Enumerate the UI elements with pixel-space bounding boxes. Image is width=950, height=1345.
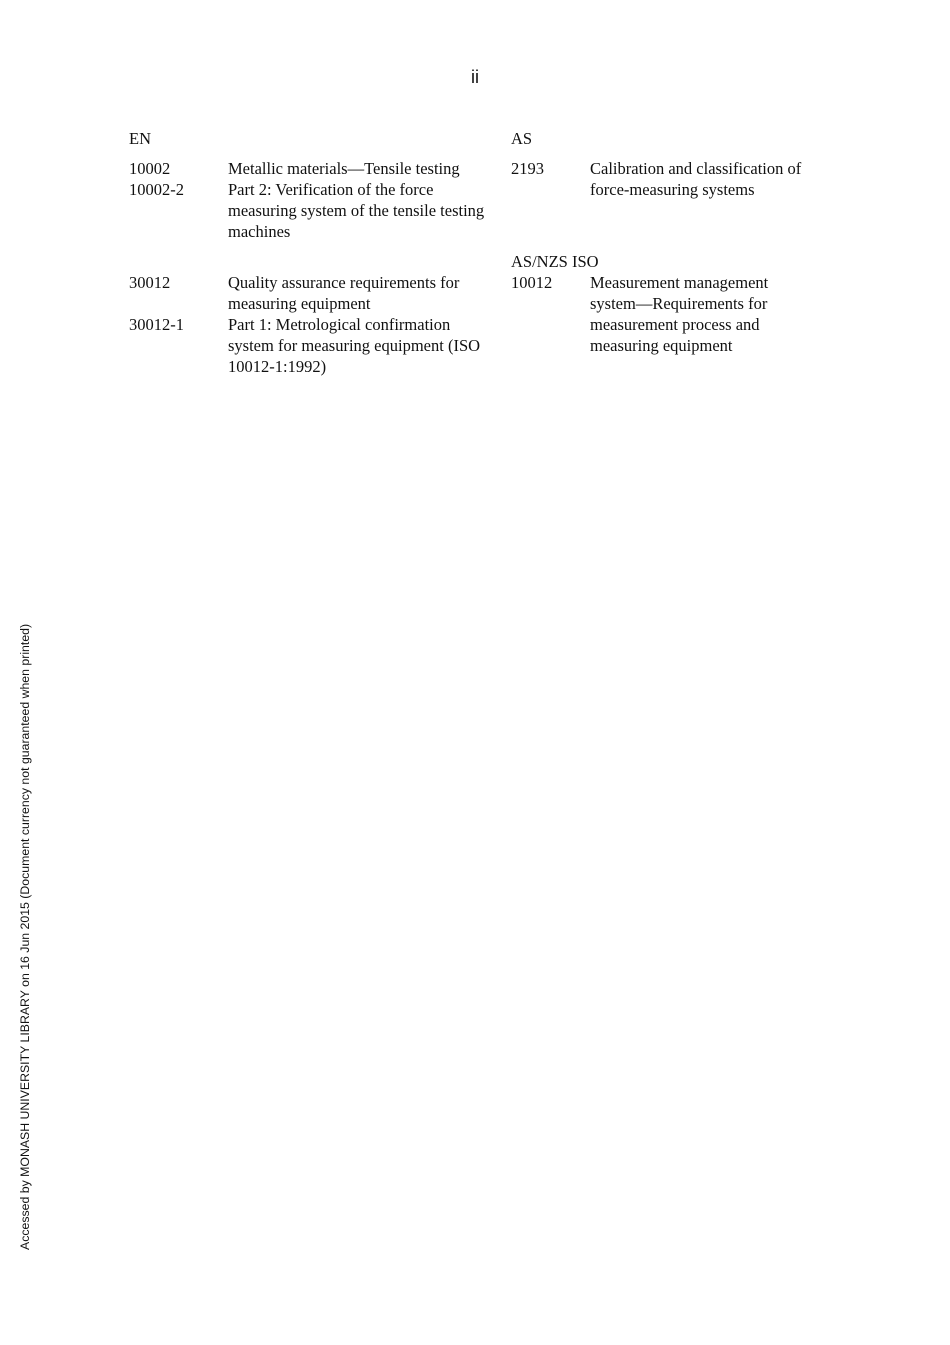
access-note: Accessed by MONASH UNIVERSITY LIBRARY on 16 Jun 2015 (Document currency not guaranteed when printed) — [18, 623, 32, 1250]
table-row-code: 10002-2 — [129, 180, 184, 199]
table-row-code: 30012 — [129, 273, 171, 292]
table-row-title: Calibration and classification of force-measuring systems — [590, 159, 802, 199]
table-row-code: 2193 — [511, 159, 544, 178]
table-row-code: 10012 — [511, 273, 553, 292]
table-row-code: 30012-1 — [129, 315, 184, 334]
table-row-code: 10002 — [129, 159, 171, 178]
en-heading: EN — [129, 129, 151, 148]
page-number: ii — [471, 67, 479, 87]
as-nzs-iso-heading: AS/NZS ISO — [511, 252, 599, 271]
table-row-title: Measurement management system—Requirements for measurement process and measuring equipment — [590, 273, 769, 355]
table-row-title: Quality assurance requirements for measuring equipment — [228, 273, 460, 313]
table-row-title: Part 2: Verification of the force measuring system of the tensile testing machines — [228, 180, 485, 241]
as-heading: AS — [511, 129, 533, 148]
table-row-title: Part 1: Metrological confirmation system for measuring equipment (ISO 10012-1:1992) — [228, 315, 481, 376]
table-row-title: Metallic materials—Tensile testing — [228, 159, 460, 178]
